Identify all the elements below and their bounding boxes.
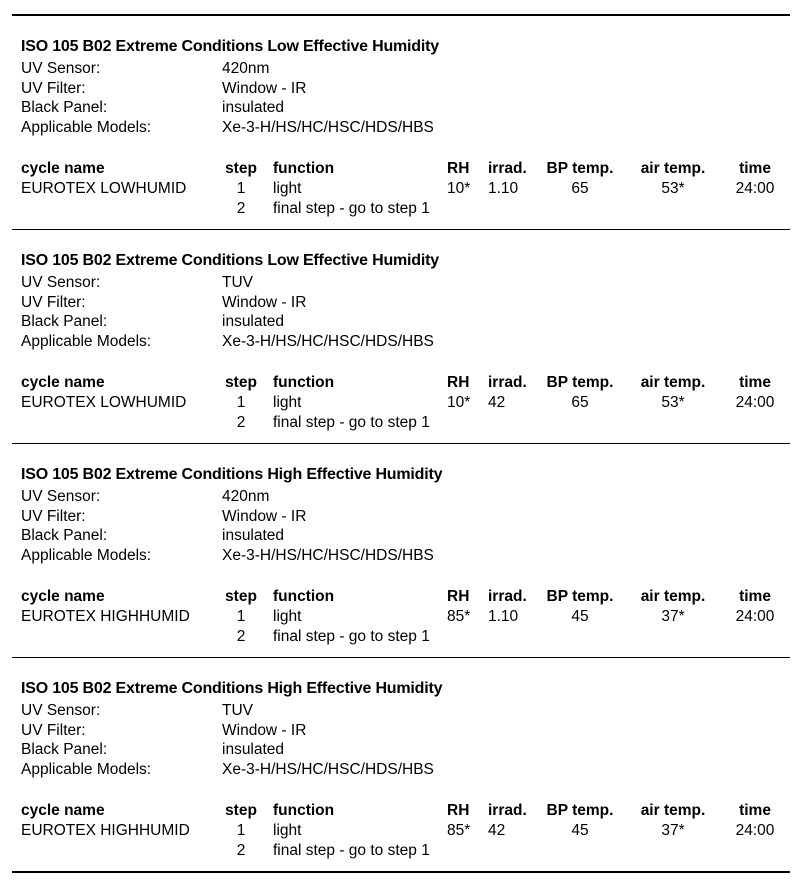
meta-list xyxy=(21,701,790,780)
cell-cycle-name xyxy=(21,841,225,861)
col-header-bp-temp: BP temp. xyxy=(546,587,614,605)
col-header-cycle-name: cycle name xyxy=(21,587,105,605)
bottom-rule xyxy=(12,871,790,873)
col-header-air-temp: air temp. xyxy=(640,801,706,819)
cell-function: light xyxy=(273,821,302,839)
cycle-table xyxy=(21,587,790,647)
cell-step: 2 xyxy=(236,413,246,431)
cell-cycle-name xyxy=(21,413,225,433)
meta-row xyxy=(21,312,790,332)
cell-air-temp: 53* xyxy=(661,179,685,197)
cell-irrad: 42 xyxy=(488,821,506,839)
meta-value: Xe-3-H/HS/HC/HSC/HDS/HBS xyxy=(222,119,434,137)
cell-step: 1 xyxy=(236,607,246,625)
cell-air-temp: 37* xyxy=(661,607,685,625)
meta-value: Xe-3-H/HS/HC/HSC/HDS/HBS xyxy=(222,761,434,779)
meta-value: Window - IR xyxy=(222,507,307,525)
cell-bp-temp xyxy=(540,199,620,219)
meta-value: Window - IR xyxy=(222,721,307,739)
cell-rh: 10* xyxy=(447,393,471,411)
cell-step: 2 xyxy=(236,841,246,859)
meta-value: TUV xyxy=(222,702,253,719)
meta-value: Window - IR xyxy=(222,79,307,97)
meta-value: 420nm xyxy=(222,60,270,77)
cell-irrad: 42 xyxy=(488,393,506,411)
meta-label: Applicable Models: xyxy=(21,547,152,565)
col-header-cycle-name: cycle name xyxy=(21,373,105,391)
cell-step: 2 xyxy=(236,199,246,217)
meta-row xyxy=(21,701,790,721)
cell-irrad xyxy=(484,841,540,861)
cell-cycle-name: EUROTEX HIGHHUMID xyxy=(21,607,190,625)
col-header-function: function xyxy=(273,801,335,819)
cell-function: final step - go to step 1 xyxy=(273,627,430,645)
cell-time xyxy=(726,199,784,219)
meta-label: UV Sensor: xyxy=(21,488,101,505)
col-header-irrad: irrad. xyxy=(488,373,527,391)
meta-list xyxy=(21,59,790,138)
cell-time: 24:00 xyxy=(735,179,775,197)
cell-time: 24:00 xyxy=(735,821,775,839)
cell-step: 1 xyxy=(236,179,246,197)
col-header-step: step xyxy=(225,801,257,819)
meta-label: Black Panel: xyxy=(21,313,108,331)
col-header-air-temp: air temp. xyxy=(640,373,706,391)
col-header-function: function xyxy=(273,373,335,391)
meta-row xyxy=(21,546,790,566)
meta-label: UV Filter: xyxy=(21,79,86,97)
cell-cycle-name xyxy=(21,627,225,647)
cell-function: final step - go to step 1 xyxy=(273,199,430,217)
cycle-table xyxy=(21,159,790,219)
cycle-section-4 xyxy=(12,658,790,871)
cell-time: 24:00 xyxy=(735,393,775,411)
meta-row xyxy=(21,118,790,138)
cell-air-temp: 53* xyxy=(661,393,685,411)
cycle-table xyxy=(21,373,790,433)
cell-time xyxy=(726,627,784,647)
cell-rh: 85* xyxy=(447,607,471,625)
col-header-time: time xyxy=(739,373,771,391)
col-header-time: time xyxy=(739,159,771,177)
meta-row xyxy=(21,98,790,118)
cell-bp-temp: 65 xyxy=(571,179,589,197)
meta-row xyxy=(21,79,790,99)
col-header-rh: RH xyxy=(447,373,470,391)
meta-list xyxy=(21,273,790,352)
meta-label: Applicable Models: xyxy=(21,119,152,137)
cell-step: 1 xyxy=(236,393,246,411)
meta-label: Applicable Models: xyxy=(21,333,152,351)
cell-air-temp: 37* xyxy=(661,821,685,839)
meta-value: insulated xyxy=(222,99,285,117)
col-header-function: function xyxy=(273,159,335,177)
meta-label: UV Sensor: xyxy=(21,702,101,719)
col-header-bp-temp: BP temp. xyxy=(546,373,614,391)
cell-bp-temp: 45 xyxy=(571,607,589,625)
meta-row xyxy=(21,760,790,780)
col-header-step: step xyxy=(225,587,257,605)
col-header-bp-temp: BP temp. xyxy=(546,801,614,819)
cell-function: light xyxy=(273,393,302,411)
cell-time: 24:00 xyxy=(735,607,775,625)
col-header-irrad: irrad. xyxy=(488,587,527,605)
meta-value: insulated xyxy=(222,741,285,759)
cell-function: final step - go to step 1 xyxy=(273,413,430,431)
cell-air-temp xyxy=(620,841,726,861)
cell-bp-temp: 45 xyxy=(571,821,589,839)
cell-cycle-name: EUROTEX LOWHUMID xyxy=(21,179,187,197)
section-title: ISO 105 B02 Extreme Conditions Low Effective Humidity xyxy=(21,252,439,269)
cell-rh xyxy=(440,627,484,647)
cell-step: 2 xyxy=(236,627,246,645)
meta-row xyxy=(21,526,790,546)
col-header-air-temp: air temp. xyxy=(640,159,706,177)
meta-value: Window - IR xyxy=(222,293,307,311)
cell-rh xyxy=(440,413,484,433)
meta-row xyxy=(21,332,790,352)
col-header-rh: RH xyxy=(447,159,470,177)
meta-label: Black Panel: xyxy=(21,99,108,117)
col-header-step: step xyxy=(225,373,257,391)
cell-bp-temp xyxy=(540,627,620,647)
col-header-time: time xyxy=(739,801,771,819)
col-header-cycle-name: cycle name xyxy=(21,801,105,819)
cell-function: final step - go to step 1 xyxy=(273,841,430,859)
cell-cycle-name: EUROTEX HIGHHUMID xyxy=(21,821,190,839)
section-title: ISO 105 B02 Extreme Conditions Low Effective Humidity xyxy=(21,38,439,55)
meta-list xyxy=(21,487,790,566)
meta-value: 420nm xyxy=(222,488,270,505)
meta-label: Black Panel: xyxy=(21,741,108,759)
cell-time xyxy=(726,841,784,861)
meta-label: UV Filter: xyxy=(21,507,86,525)
cell-irrad xyxy=(484,413,540,433)
meta-row xyxy=(21,273,790,293)
cell-function: light xyxy=(273,607,302,625)
meta-row xyxy=(21,59,790,79)
meta-row xyxy=(21,721,790,741)
cell-irrad: 1.10 xyxy=(488,179,519,197)
col-header-step: step xyxy=(225,159,257,177)
col-header-cycle-name: cycle name xyxy=(21,159,105,177)
cell-function: light xyxy=(273,179,302,197)
cell-rh: 10* xyxy=(447,179,471,197)
col-header-air-temp: air temp. xyxy=(640,587,706,605)
cycle-section-1 xyxy=(12,16,790,229)
cell-air-temp xyxy=(620,627,726,647)
cycle-section-3 xyxy=(12,444,790,657)
cell-air-temp xyxy=(620,413,726,433)
meta-value: insulated xyxy=(222,313,285,331)
cell-bp-temp xyxy=(540,413,620,433)
col-header-irrad: irrad. xyxy=(488,801,527,819)
cell-air-temp xyxy=(620,199,726,219)
cell-bp-temp: 65 xyxy=(571,393,589,411)
meta-value: insulated xyxy=(222,527,285,545)
cell-cycle-name: EUROTEX LOWHUMID xyxy=(21,393,187,411)
cell-rh: 85* xyxy=(447,821,471,839)
meta-value: TUV xyxy=(222,274,253,291)
cell-irrad xyxy=(484,627,540,647)
cycle-section-2 xyxy=(12,230,790,443)
cell-rh xyxy=(440,199,484,219)
col-header-rh: RH xyxy=(447,801,470,819)
col-header-bp-temp: BP temp. xyxy=(546,159,614,177)
cell-irrad: 1.10 xyxy=(488,607,519,625)
meta-row xyxy=(21,487,790,507)
meta-label: UV Sensor: xyxy=(21,274,101,291)
meta-label: Applicable Models: xyxy=(21,761,152,779)
col-header-irrad: irrad. xyxy=(488,159,527,177)
meta-label: Black Panel: xyxy=(21,527,108,545)
meta-row xyxy=(21,507,790,527)
section-title: ISO 105 B02 Extreme Conditions High Effective Humidity xyxy=(21,680,443,697)
col-header-time: time xyxy=(739,587,771,605)
meta-label: UV Filter: xyxy=(21,293,86,311)
col-header-rh: RH xyxy=(447,587,470,605)
col-header-function: function xyxy=(273,587,335,605)
cell-step: 1 xyxy=(236,821,246,839)
cell-bp-temp xyxy=(540,841,620,861)
meta-value: Xe-3-H/HS/HC/HSC/HDS/HBS xyxy=(222,333,434,351)
meta-value: Xe-3-H/HS/HC/HSC/HDS/HBS xyxy=(222,547,434,565)
section-title: ISO 105 B02 Extreme Conditions High Effective Humidity xyxy=(21,466,443,483)
meta-label: UV Filter: xyxy=(21,721,86,739)
cell-time xyxy=(726,413,784,433)
meta-row xyxy=(21,293,790,313)
meta-row xyxy=(21,740,790,760)
meta-label: UV Sensor: xyxy=(21,60,101,77)
cell-rh xyxy=(440,841,484,861)
cycle-table xyxy=(21,801,790,861)
cell-irrad xyxy=(484,199,540,219)
cell-cycle-name xyxy=(21,199,225,219)
